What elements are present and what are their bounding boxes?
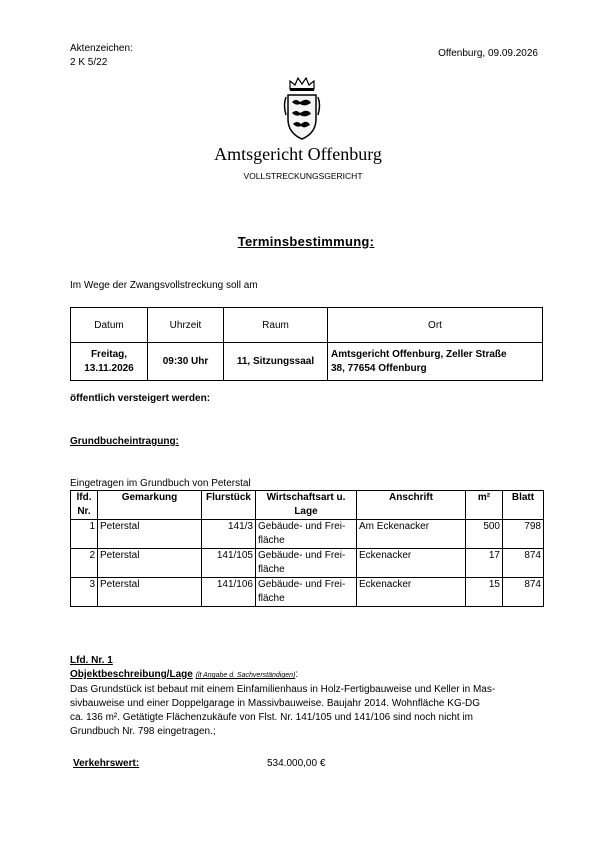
objektbeschreibung-note: (lt Angabe d. Sachverständigen) xyxy=(195,672,296,679)
header-flurstueck: Flurstück xyxy=(202,491,256,520)
termin-table xyxy=(70,307,543,381)
description-line: ca. 136 m². Getätigte Flächenzukäufe von Flst. Nr. 141/105 und 141/106 sind noch nicht im xyxy=(70,712,474,723)
cell-flurstueck: 141/105 xyxy=(202,549,256,578)
header-raum: Raum xyxy=(224,308,328,343)
header-flaeche: m² xyxy=(466,491,503,520)
termin-row xyxy=(71,343,543,381)
header-anschrift: Anschrift xyxy=(357,491,466,520)
header-wirtschaftsart-line1: Wirtschaftsart u. xyxy=(266,492,346,503)
header-lfd: lfd. xyxy=(76,492,92,503)
table-row xyxy=(71,520,544,549)
cell-flurstueck: 141/3 xyxy=(202,520,256,549)
cell-wirtschaftsart-line2: fläche xyxy=(258,535,285,546)
cell-anschrift: Eckenacker xyxy=(357,578,466,607)
cell-flaeche: 15 xyxy=(466,578,503,607)
termin-header-row xyxy=(71,308,543,343)
header-gemarkung: Gemarkung xyxy=(98,491,202,520)
versteigert-text: öffentlich versteigert werden: xyxy=(70,393,211,404)
cell-blatt: 874 xyxy=(503,578,544,607)
termin-ort xyxy=(328,343,543,381)
objekt-description xyxy=(70,683,550,739)
header-lfd-nr xyxy=(71,491,98,520)
court-department: VOLLSTRECKUNGSGERICHT xyxy=(243,171,363,181)
cell-gemarkung: Peterstal xyxy=(98,520,202,549)
termin-datum xyxy=(71,343,148,381)
termin-raum: 11, Sitzungssaal xyxy=(224,343,328,381)
description-line: Grundbuch Nr. 798 eingetragen.; xyxy=(70,726,216,737)
termin-datum-date: 13.11.2026 xyxy=(84,362,134,374)
cell-wirtschaftsart-line2: fläche xyxy=(258,564,285,575)
cell-wirtschaftsart-line1: Gebäude- und Frei- xyxy=(258,521,346,532)
cell-wirtschaftsart xyxy=(256,520,357,549)
cell-wirtschaftsart xyxy=(256,549,357,578)
description-line: sivbauweise und einer Doppelgarage in Massivbauweise. Baujahr 2014. Wohnfläche KG-DG xyxy=(70,698,481,709)
grundbuch-table xyxy=(70,490,544,607)
grundbuch-heading: Grundbucheintragung: xyxy=(70,436,179,447)
objektbeschreibung-colon: : xyxy=(295,669,299,680)
header-uhrzeit: Uhrzeit xyxy=(148,308,224,343)
termin-datum-weekday: Freitag, xyxy=(90,348,128,360)
place-date: Offenburg, 09.09.2026 xyxy=(438,48,538,59)
cell-anschrift: Eckenacker xyxy=(357,549,466,578)
header-blatt: Blatt xyxy=(503,491,544,520)
termin-ort-line1: Amtsgericht Offenburg, Zeller Straße xyxy=(331,348,507,360)
header-wirtschaftsart xyxy=(256,491,357,520)
cell-anschrift: Am Eckenacker xyxy=(357,520,466,549)
cell-nr: 2 xyxy=(71,549,98,578)
cell-wirtschaftsart-line1: Gebäude- und Frei- xyxy=(258,579,346,590)
header-ort: Ort xyxy=(328,308,543,343)
header-wirtschaftsart-line2: Lage xyxy=(294,506,318,517)
cell-gemarkung: Peterstal xyxy=(98,549,202,578)
table-row xyxy=(71,549,544,578)
court-name: Amtsgericht Offenburg xyxy=(214,144,382,164)
grundbuch-header-row xyxy=(71,491,544,520)
objektbeschreibung-label: Objektbeschreibung/Lage xyxy=(70,669,193,680)
cell-gemarkung: Peterstal xyxy=(98,578,202,607)
cell-nr: 3 xyxy=(71,578,98,607)
cell-wirtschaftsart-line1: Gebäude- und Frei- xyxy=(258,550,346,561)
aktenzeichen-value: 2 K 5/22 xyxy=(70,57,108,68)
termin-ort-line2: 38, 77654 Offenburg xyxy=(331,362,427,374)
cell-wirtschaftsart-line2: fläche xyxy=(258,593,285,604)
eingetragen-text: Eingetragen im Grundbuch von Peterstal xyxy=(70,478,251,489)
cell-flurstueck: 141/106 xyxy=(202,578,256,607)
lfd-nr-heading: Lfd. Nr. 1 xyxy=(70,655,113,666)
cell-flaeche: 17 xyxy=(466,549,503,578)
description-line: Das Grundstück ist bebaut mit einem Einfamilienhaus in Holz-Fertigbauweise und Keller in Mas- xyxy=(70,684,496,695)
coat-of-arms-icon xyxy=(282,75,322,141)
cell-blatt: 798 xyxy=(503,520,544,549)
cell-blatt: 874 xyxy=(503,549,544,578)
cell-flaeche: 500 xyxy=(466,520,503,549)
verkehrswert-label: Verkehrswert: xyxy=(73,758,140,769)
document-title: Terminsbestimmung: xyxy=(237,234,375,249)
aktenzeichen-block xyxy=(70,42,133,70)
verkehrswert-value: 534.000,00 € xyxy=(267,758,326,769)
intro-text: Im Wege der Zwangsvollstreckung soll am xyxy=(70,280,258,291)
aktenzeichen-label: Aktenzeichen: xyxy=(70,43,133,54)
cell-nr: 1 xyxy=(71,520,98,549)
header-datum: Datum xyxy=(71,308,148,343)
table-row xyxy=(71,578,544,607)
cell-wirtschaftsart xyxy=(256,578,357,607)
objektbeschreibung-heading xyxy=(70,669,298,680)
termin-uhrzeit: 09:30 Uhr xyxy=(148,343,224,381)
header-nr: Nr. xyxy=(77,506,91,517)
